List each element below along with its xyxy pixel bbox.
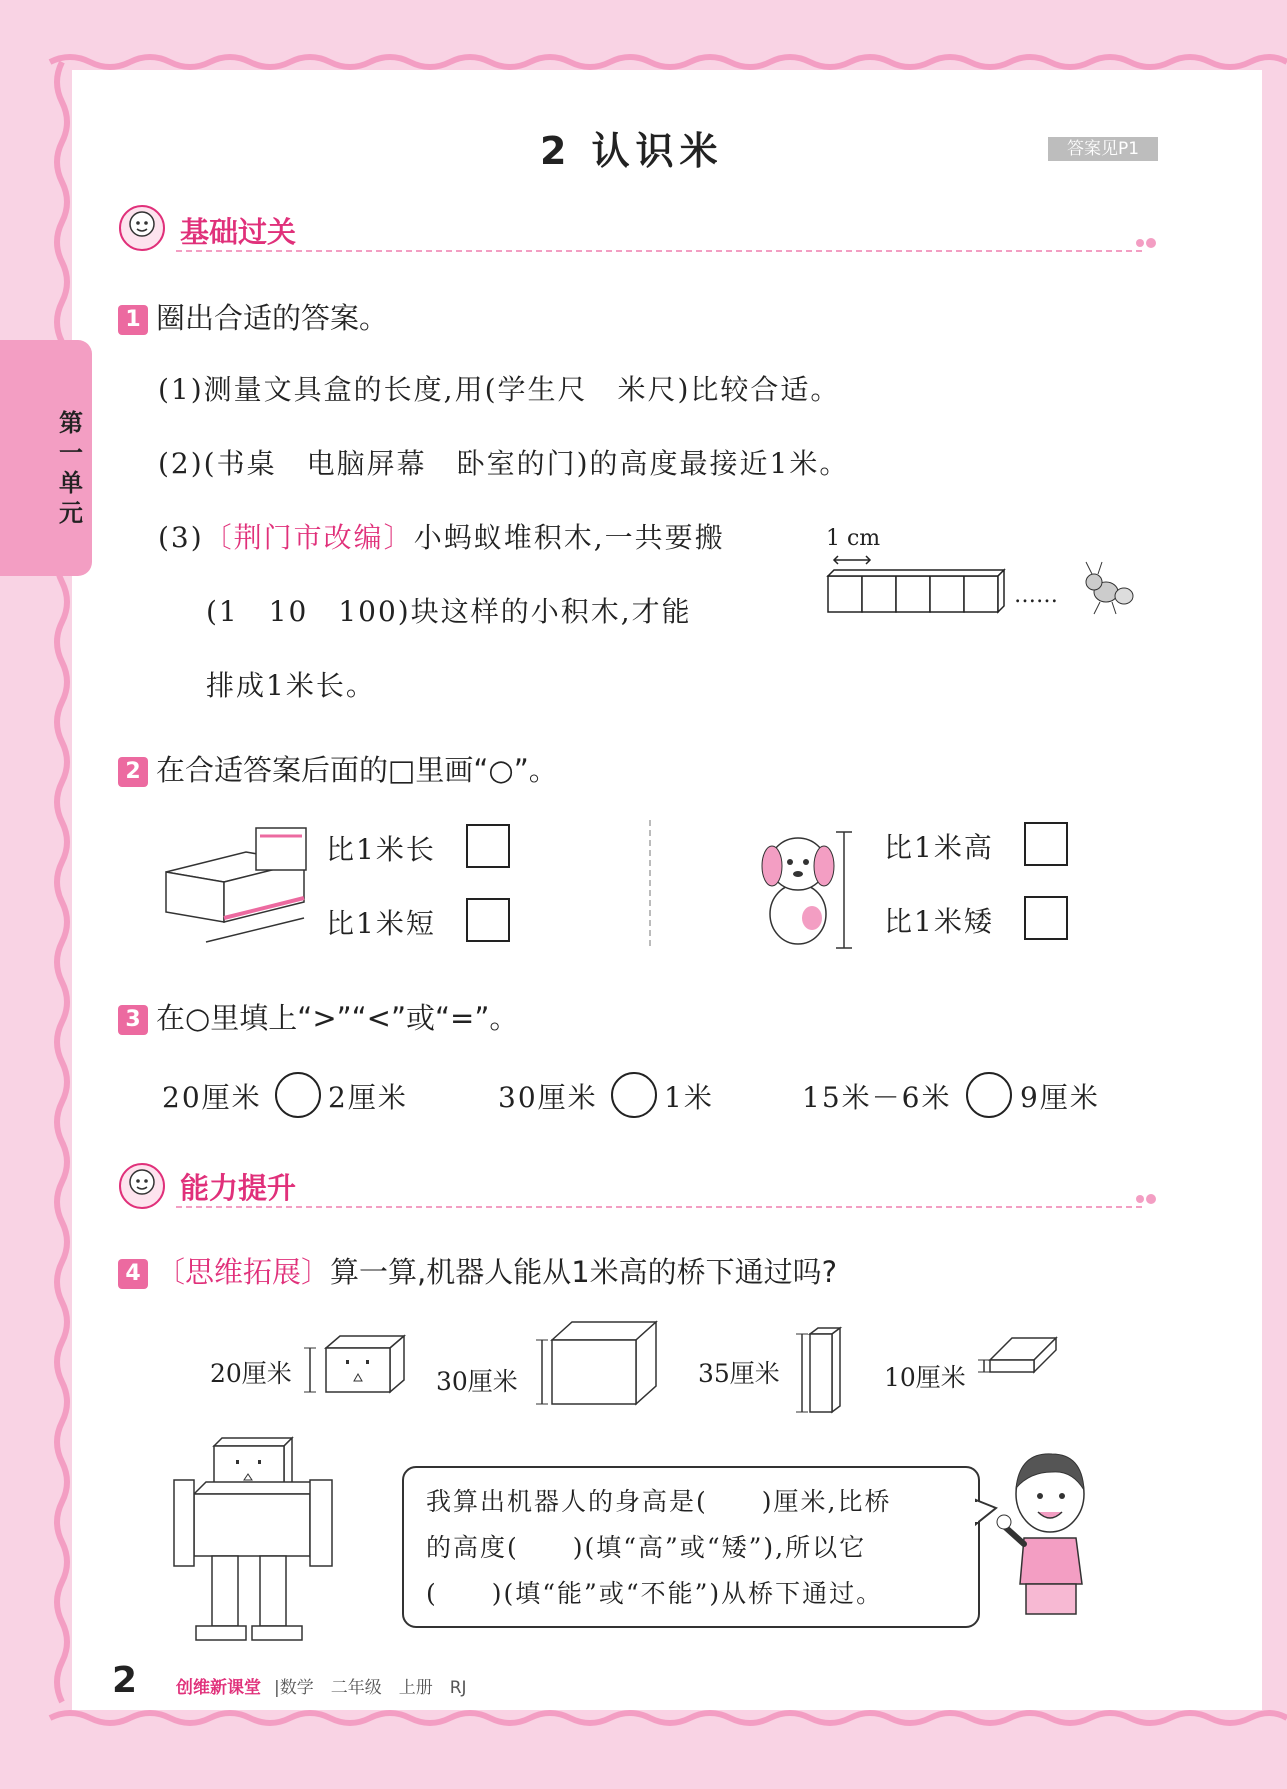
compare-1-left: 20厘米 (162, 1081, 262, 1114)
answer-box[interactable] (1024, 896, 1068, 940)
answer-box[interactable] (466, 824, 510, 868)
wavy-border-left (57, 62, 67, 1702)
answer-box[interactable] (466, 898, 510, 942)
q1-item-3-line-3: 排成1米长。 (206, 669, 376, 702)
robot-foot-icon (976, 1330, 1062, 1380)
bed-icon (156, 822, 316, 950)
q1-item-3-line-2: (1 10 100)块这样的小积木,才能 (206, 595, 692, 628)
question-number: 4 (118, 1259, 148, 1289)
question-2-title (118, 748, 558, 789)
bubble-line-1: 我算出机器人的身高是( )厘米,比桥 (426, 1487, 892, 1516)
compare-2-left: 30厘米 (498, 1081, 598, 1114)
section-advanced-divider (176, 1206, 1142, 1208)
q1-item-2: (2)(书桌 电脑屏幕 卧室的门)的高度最接近1米。 (158, 447, 850, 480)
q1-item-3: (3)〔荆门市改编〕小蚂蚁堆积木,一共要搬 (158, 521, 725, 554)
section-basic-divider (176, 250, 1142, 252)
wavy-border-top (50, 57, 1287, 67)
question-number: 1 (118, 305, 148, 335)
boy-icon (996, 1444, 1096, 1622)
bubble-tail (974, 1498, 998, 1528)
question-number: 2 (118, 757, 148, 787)
dog-option-taller: 比1米高 (884, 831, 994, 864)
answer-box[interactable] (1024, 822, 1068, 866)
cartoon-girl-icon (116, 1160, 172, 1210)
compare-circle[interactable] (275, 1072, 321, 1118)
question-4-title: 4 〔思维拓展〕算一算,机器人能从1米高的桥下通过吗? (118, 1250, 837, 1291)
question-1-title (118, 296, 388, 337)
compare-circle[interactable] (611, 1072, 657, 1118)
speech-bubble (402, 1466, 980, 1628)
lesson-title: 2 认识米 (540, 129, 724, 173)
robot-figure (170, 1430, 338, 1648)
bubble-line-3: ( )(填“能”或“不能”)从桥下通过。 (426, 1579, 884, 1608)
page-number: 2 (112, 1660, 138, 1701)
robot-head-icon (304, 1330, 408, 1396)
question-text: 在合适答案后面的□里画“○”。 (156, 753, 558, 787)
section-basic-heading: 基础过关 (180, 215, 297, 249)
question-text: 算一算,机器人能从1米高的桥下通过吗? (330, 1255, 838, 1289)
dots-icon (1135, 236, 1159, 250)
question-number: 3 (118, 1005, 148, 1035)
ant-icon (1086, 562, 1133, 614)
cartoon-girl-icon (116, 202, 172, 252)
bed-option-shorter: 比1米短 (326, 907, 436, 940)
compare-1-right: 2厘米 (328, 1081, 408, 1114)
svg-text:……: …… (1014, 583, 1058, 608)
question-3-title (118, 996, 518, 1037)
footer-book-info: |数学 二年级 上册 RJ (274, 1678, 467, 1698)
part-leg-height: 35厘米 (698, 1359, 780, 1388)
answer-reference: 答案见P1 (1048, 137, 1158, 161)
part-head-height: 20厘米 (210, 1359, 292, 1388)
compare-circle[interactable] (966, 1072, 1012, 1118)
blocks-and-ant-figure (824, 552, 1144, 622)
footer-brand: 创维新课堂 (176, 1678, 261, 1698)
robot-body-icon (532, 1318, 660, 1408)
question-text: 圈出合适的答案。 (156, 301, 389, 335)
wavy-border-bottom (50, 1713, 1287, 1723)
puppy-icon (756, 822, 856, 954)
cm-label: 1 cm (826, 526, 881, 551)
question-text: 在○里填上“>”“<”或“=”。 (156, 1001, 519, 1035)
dog-option-shorter: 比1米矮 (884, 905, 994, 938)
column-divider (649, 820, 651, 946)
compare-3-left: 15米－6米 (802, 1081, 952, 1114)
compare-2-right: 1米 (664, 1081, 714, 1114)
bed-option-longer: 比1米长 (326, 833, 436, 866)
dots-icon (1135, 1192, 1159, 1206)
part-body-height: 30厘米 (436, 1367, 518, 1396)
bubble-line-2: 的高度( )(填“高”或“矮”),所以它 (426, 1533, 867, 1562)
part-foot-height: 10厘米 (884, 1363, 966, 1392)
q1-item-1: (1)测量文具盒的长度,用(学生尺 米尺)比较合适。 (158, 373, 841, 406)
compare-3-right: 9厘米 (1020, 1081, 1100, 1114)
unit-label: 第一单元 (59, 409, 83, 527)
section-advanced-heading: 能力提升 (180, 1171, 297, 1205)
robot-leg-icon (792, 1326, 852, 1414)
